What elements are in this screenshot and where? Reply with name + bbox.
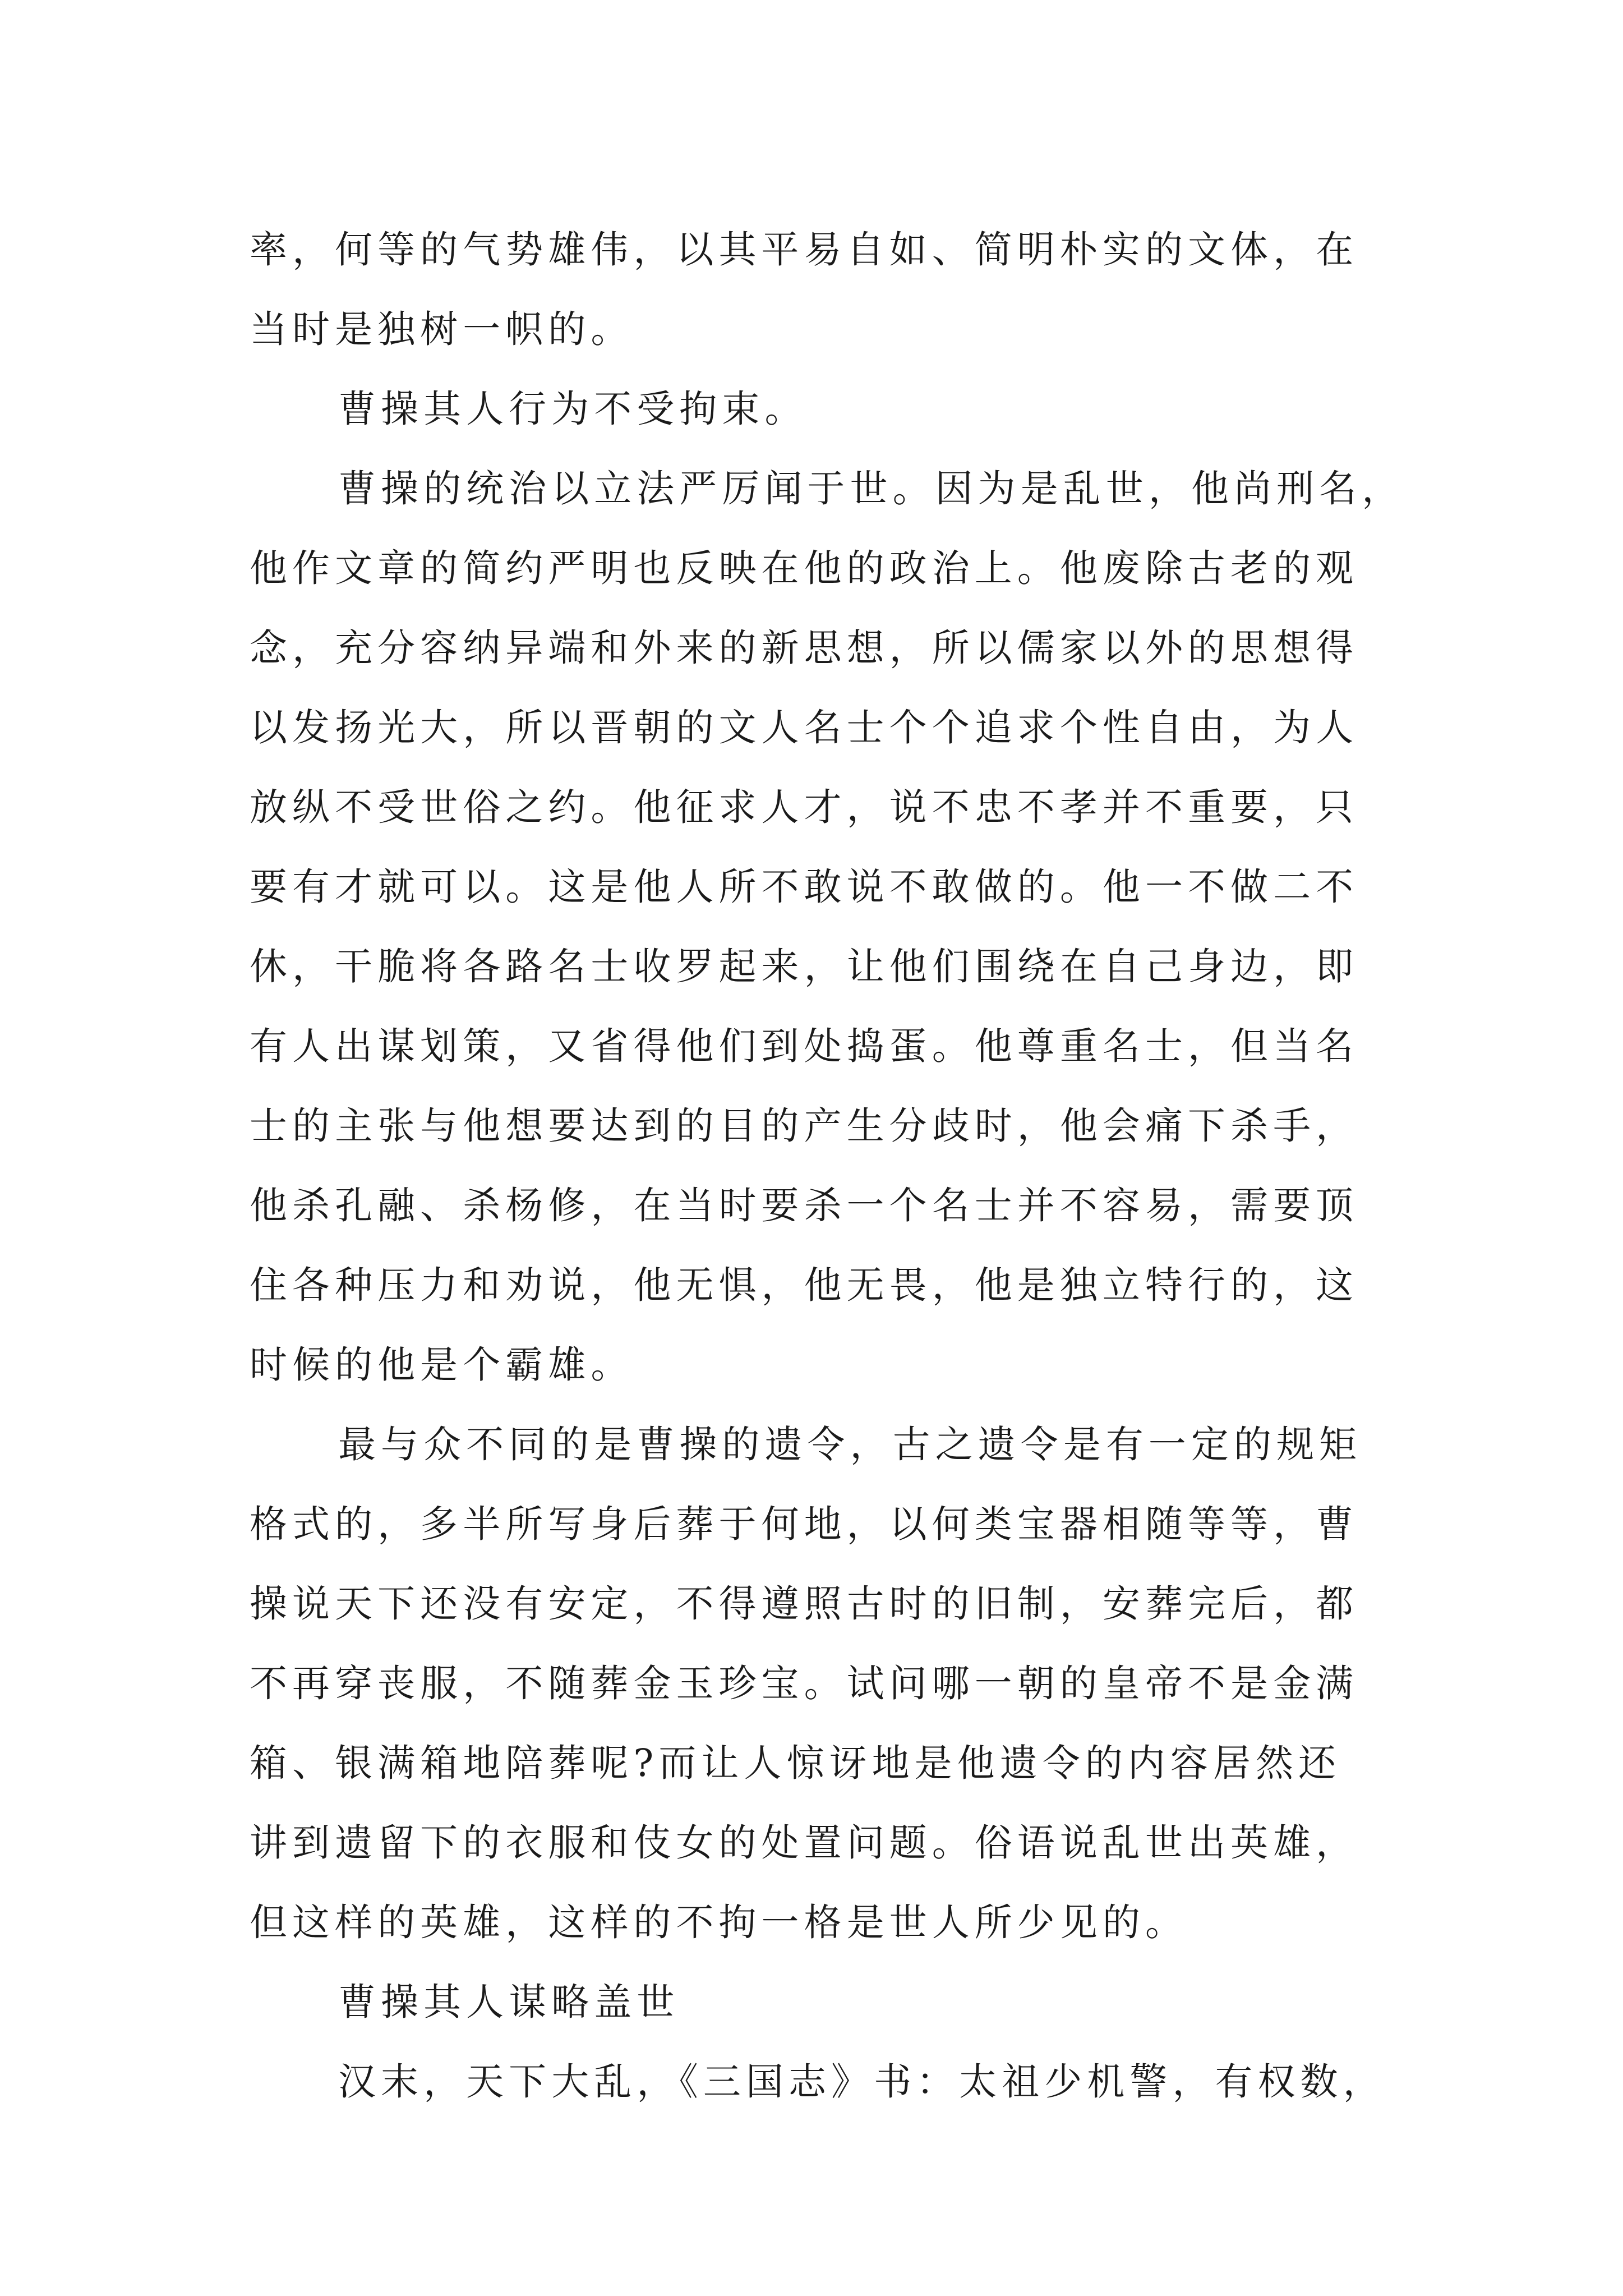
text-line: 汉末，天下大乱，《三国志》书：太祖少机警，有权数，	[338, 2060, 1386, 2104]
document-body	[250, 210, 1405, 2122]
text-line: 格式的，多半所写身后葬于何地，以何类宝器相随等等，曹	[250, 1502, 1359, 1546]
text-line: 当时是独树一帜的。	[250, 307, 634, 351]
text-line: 休，干脆将各路名士收罗起来，让他们围绕在自己身边，即	[250, 945, 1359, 988]
text-line: 曹操其人行为不受拘束。	[338, 387, 808, 431]
text-line: 曹操其人谋略盖世	[338, 1980, 680, 2024]
text-line: 箱、银满箱地陪葬呢?而让人惊讶地是他遗令的内容居然还	[250, 1741, 1341, 1785]
text-line: 以发扬光大，所以晋朝的文人名士个个追求个性自由，为人	[250, 706, 1359, 749]
text-line: 有人出谋划策，又省得他们到处捣蛋。他尊重名士，但当名	[250, 1024, 1359, 1068]
text-line: 住各种压力和劝说，他无惧，他无畏，他是独立特行的，这	[250, 1263, 1359, 1307]
text-line: 不再穿丧服，不随葬金玉珍宝。试问哪一朝的皇帝不是金满	[250, 1662, 1359, 1705]
text-line: 他杀孔融、杀杨修，在当时要杀一个名士并不容易，需要顶	[250, 1184, 1359, 1227]
text-line: 操说天下还没有安定，不得遵照古时的旧制，安葬完后，都	[250, 1582, 1359, 1626]
text-line: 曹操的统治以立法严厉闻于世。因为是乱世，他尚刑名，	[338, 467, 1405, 510]
text-line: 讲到遗留下的衣服和伎女的处置问题。俗语说乱世出英雄，	[250, 1821, 1359, 1865]
text-line: 但这样的英雄，这样的不拘一格是世人所少见的。	[250, 1901, 1188, 1944]
text-line: 率，何等的气势雄伟，以其平易自如、简明朴实的文体，在	[250, 228, 1359, 272]
text-line: 最与众不同的是曹操的遗令，古之遗令是有一定的规矩	[338, 1423, 1362, 1466]
text-line: 时候的他是个霸雄。	[250, 1343, 634, 1387]
text-line: 放纵不受世俗之约。他征求人才，说不忠不孝并不重要，只	[250, 785, 1359, 829]
text-line: 他作文章的简约严明也反映在他的政治上。他废除古老的观	[250, 546, 1359, 590]
text-line: 要有才就可以。这是他人所不敢说不敢做的。他一不做二不	[250, 865, 1359, 909]
text-line: 念，充分容纳异端和外来的新思想，所以儒家以外的思想得	[250, 626, 1359, 670]
text-line: 士的主张与他想要达到的目的产生分歧时，他会痛下杀手，	[250, 1104, 1359, 1148]
